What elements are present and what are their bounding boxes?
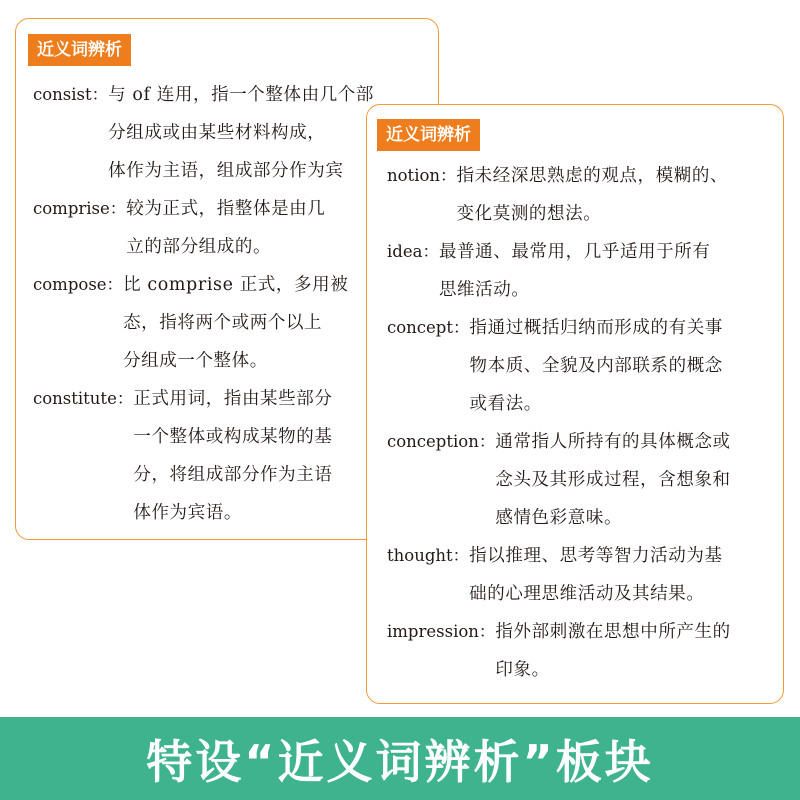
entry-term: impression：: [387, 622, 496, 641]
entry-line: 一个整体或构成某物的基: [133, 427, 333, 447]
entry-term: compose：: [33, 275, 124, 294]
entry-term: constitute：: [33, 389, 134, 408]
right-card-entries: [387, 157, 784, 689]
entry-conception: [387, 423, 784, 537]
right-card: [366, 104, 784, 704]
entry-line: 念头及其形成过程，含想象和: [495, 470, 731, 490]
entry-line: 指未经深思熟虑的观点，模糊的、: [456, 166, 729, 186]
entry-idea: [387, 233, 784, 309]
entry-line: 最普通、最常用，几乎适用于所有: [438, 242, 711, 262]
entry-line: 分组成或由某些材料构成，: [108, 123, 326, 143]
entry-line: 或看法。: [469, 394, 542, 414]
entry-term: consist：: [33, 85, 109, 104]
entry-line: 体作为宾语。: [133, 503, 242, 523]
entry-line: 比 comprise 正式，多用被: [123, 275, 349, 295]
entry-line: 指通过概括归纳而形成的有关事: [469, 318, 723, 338]
entry-line: 指以推理、思考等智力活动为基: [469, 546, 723, 566]
entry-line: 正式用词，指由某些部分: [133, 389, 333, 409]
entry-line: 物本质、全貌及内部联系的概念: [469, 356, 723, 376]
entry-line: 体作为主语，组成部分作为宾: [108, 161, 344, 181]
entry-term: thought：: [387, 546, 470, 565]
entry-thought: [387, 537, 784, 613]
entry-impression: [387, 613, 784, 689]
entry-term: concept：: [387, 318, 470, 337]
entry-term: comprise：: [33, 199, 127, 218]
right-card-tag: 近义词辨析: [377, 119, 480, 151]
entry-line: 思维活动。: [438, 280, 530, 300]
entry-line: 变化莫测的想法。: [456, 204, 602, 224]
entry-line: 印象。: [495, 660, 550, 680]
entry-line: 立的部分组成的。: [126, 237, 272, 257]
entry-term: idea：: [387, 242, 439, 261]
entry-line: 较为正式，指整体是由几: [126, 199, 326, 219]
banner-title: 特设“近义词辨析”板块: [146, 734, 654, 789]
left-card-tag: 近义词辨析: [28, 34, 131, 66]
entry-concept: [387, 309, 784, 423]
entry-line: 态，指将两个或两个以上: [123, 313, 323, 333]
bottom-banner: [0, 717, 800, 800]
entry-line: 与 of 连用，指一个整体由几个部: [108, 85, 374, 105]
entry-term: notion：: [387, 166, 457, 185]
entry-term: conception：: [387, 432, 496, 451]
entry-line: 指外部刺激在思想中所产生的: [495, 622, 731, 642]
entry-line: 分组成一个整体。: [123, 351, 268, 371]
entry-line: 分，将组成部分作为主语: [133, 465, 333, 485]
entry-line: 础的心理思维活动及其结果。: [469, 584, 705, 604]
entry-notion: [387, 157, 784, 233]
entry-line: 通常指人所持有的具体概念或: [495, 432, 731, 452]
entry-line: 感情色彩意味。: [495, 508, 623, 528]
